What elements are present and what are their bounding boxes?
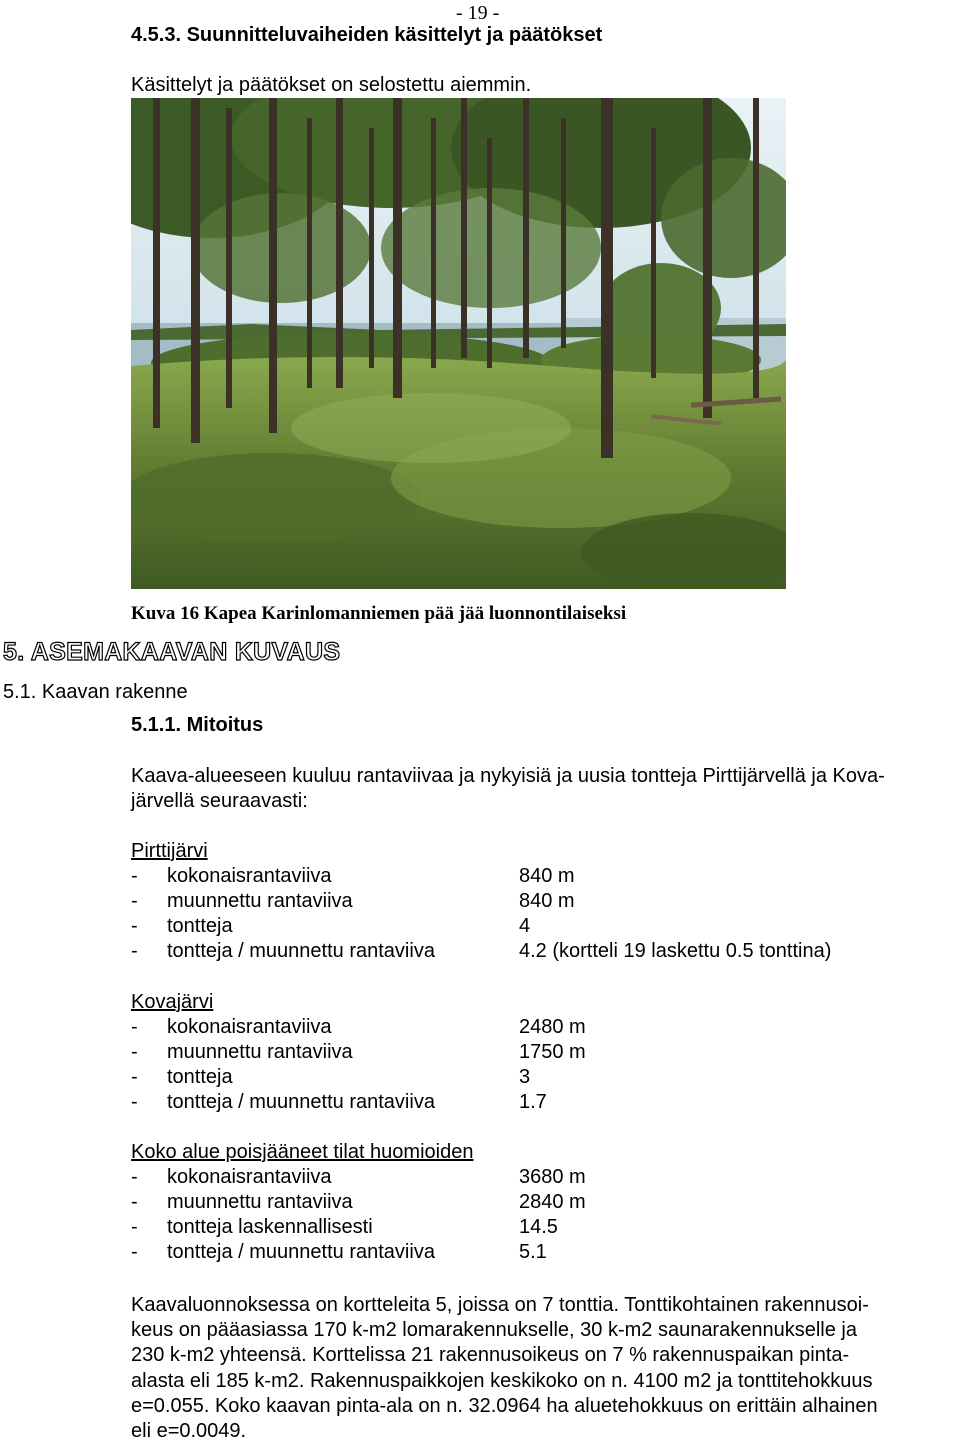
paragraph-line: e=0.055. Koko kaavan pinta-ala on n. 32.0964 ha aluetehokkuus on erittäin alhainen <box>131 1394 878 1417</box>
group-title-kovajarvi: Kovajärvi <box>131 991 214 1013</box>
section-4-5-3-text: Käsittelyt ja päätökset on selostettu aiemmin. <box>131 74 532 96</box>
list-value: 1.7 <box>519 1091 547 1113</box>
photo-caption: Kuva 16 Kapea Karinlomanniemen pää jää luonnontilaiseksi <box>131 603 627 624</box>
intro-line: Kaava-alueeseen kuuluu rantaviivaa ja nykyisiä ja uusia tontteja Pirttijärvellä ja Kova- <box>131 765 885 787</box>
paragraph-line: Kaavaluonnoksessa on kortteleita 5, joissa on 7 tonttia. Tonttikohtainen rakennusoi- <box>131 1294 869 1316</box>
intro-line: järvellä seuraavasti: <box>131 790 308 812</box>
section-heading-5-1: 5.1. Kaavan rakenne <box>3 681 188 703</box>
paragraph-line: alasta eli 185 k-m2. Rakennuspaikkojen keskikoko on n. 4100 m2 ja tonttitehokkuus <box>131 1369 873 1392</box>
paragraph-line: 230 k-m2 yhteensä. Korttelissa 21 rakennusoikeus on 7 % rakennuspaikan pinta- <box>131 1344 850 1367</box>
list-label: muunnettu rantaviiva <box>167 890 353 912</box>
list-value: 5.1 <box>519 1241 547 1263</box>
list-value: 1750 m <box>519 1041 586 1063</box>
list-label: muunnettu rantaviiva <box>167 1191 353 1213</box>
list-value: 14.5 <box>519 1216 558 1238</box>
chapter-heading-5: 5. ASEMAKAAVAN KUVAUS <box>3 638 341 666</box>
list-label: muunnettu rantaviiva <box>167 1041 353 1063</box>
list-dash: - <box>131 1091 138 1113</box>
list-label: kokonaisrantaviiva <box>167 1016 332 1038</box>
list-dash: - <box>131 915 138 937</box>
list-dash: - <box>131 1241 138 1263</box>
list-label: kokonaisrantaviiva <box>167 865 332 887</box>
list-value: 4.2 (kortteli 19 laskettu 0.5 tonttina) <box>519 940 832 962</box>
list-dash: - <box>131 1066 138 1088</box>
list-dash: - <box>131 890 138 912</box>
page-number: - 19 - <box>456 2 500 24</box>
list-value: 4 <box>519 915 531 937</box>
list-label: tontteja / muunnettu rantaviiva <box>167 940 435 962</box>
group-title-pirttijarvi: Pirttijärvi <box>131 840 208 862</box>
section-heading-4-5-3: 4.5.3. Suunnitteluvaiheiden käsittelyt ja päätökset <box>131 24 603 46</box>
list-dash: - <box>131 1016 138 1038</box>
list-dash: - <box>131 1191 138 1213</box>
list-value: 3 <box>519 1066 531 1088</box>
list-dash: - <box>131 1216 138 1238</box>
list-value: 3680 m <box>519 1166 586 1188</box>
list-label: tontteja / muunnettu rantaviiva <box>167 1241 435 1263</box>
list-value: 840 m <box>519 890 575 912</box>
list-label: tontteja laskennallisesti <box>167 1216 373 1238</box>
list-value: 2840 m <box>519 1191 586 1213</box>
list-label: tontteja <box>167 915 233 937</box>
section-heading-5-1-1: 5.1.1. Mitoitus <box>131 714 264 736</box>
list-dash: - <box>131 1166 138 1188</box>
list-dash: - <box>131 865 138 887</box>
list-dash: - <box>131 1041 138 1063</box>
paragraph-line: eli e=0.0049. <box>131 1420 247 1443</box>
paragraph-line: keus on pääasiassa 170 k-m2 lomarakennukselle, 30 k-m2 saunarakennukselle ja <box>131 1319 857 1342</box>
list-value: 2480 m <box>519 1016 586 1038</box>
list-label: tontteja <box>167 1066 233 1088</box>
list-value: 840 m <box>519 865 575 887</box>
forest-shore-photo <box>131 98 786 589</box>
group-title-koko-alue: Koko alue poisjääneet tilat huomioiden <box>131 1141 474 1163</box>
list-dash: - <box>131 940 138 962</box>
closing-paragraph <box>131 1293 959 1444</box>
list-label: kokonaisrantaviiva <box>167 1166 332 1188</box>
list-label: tontteja / muunnettu rantaviiva <box>167 1091 435 1113</box>
